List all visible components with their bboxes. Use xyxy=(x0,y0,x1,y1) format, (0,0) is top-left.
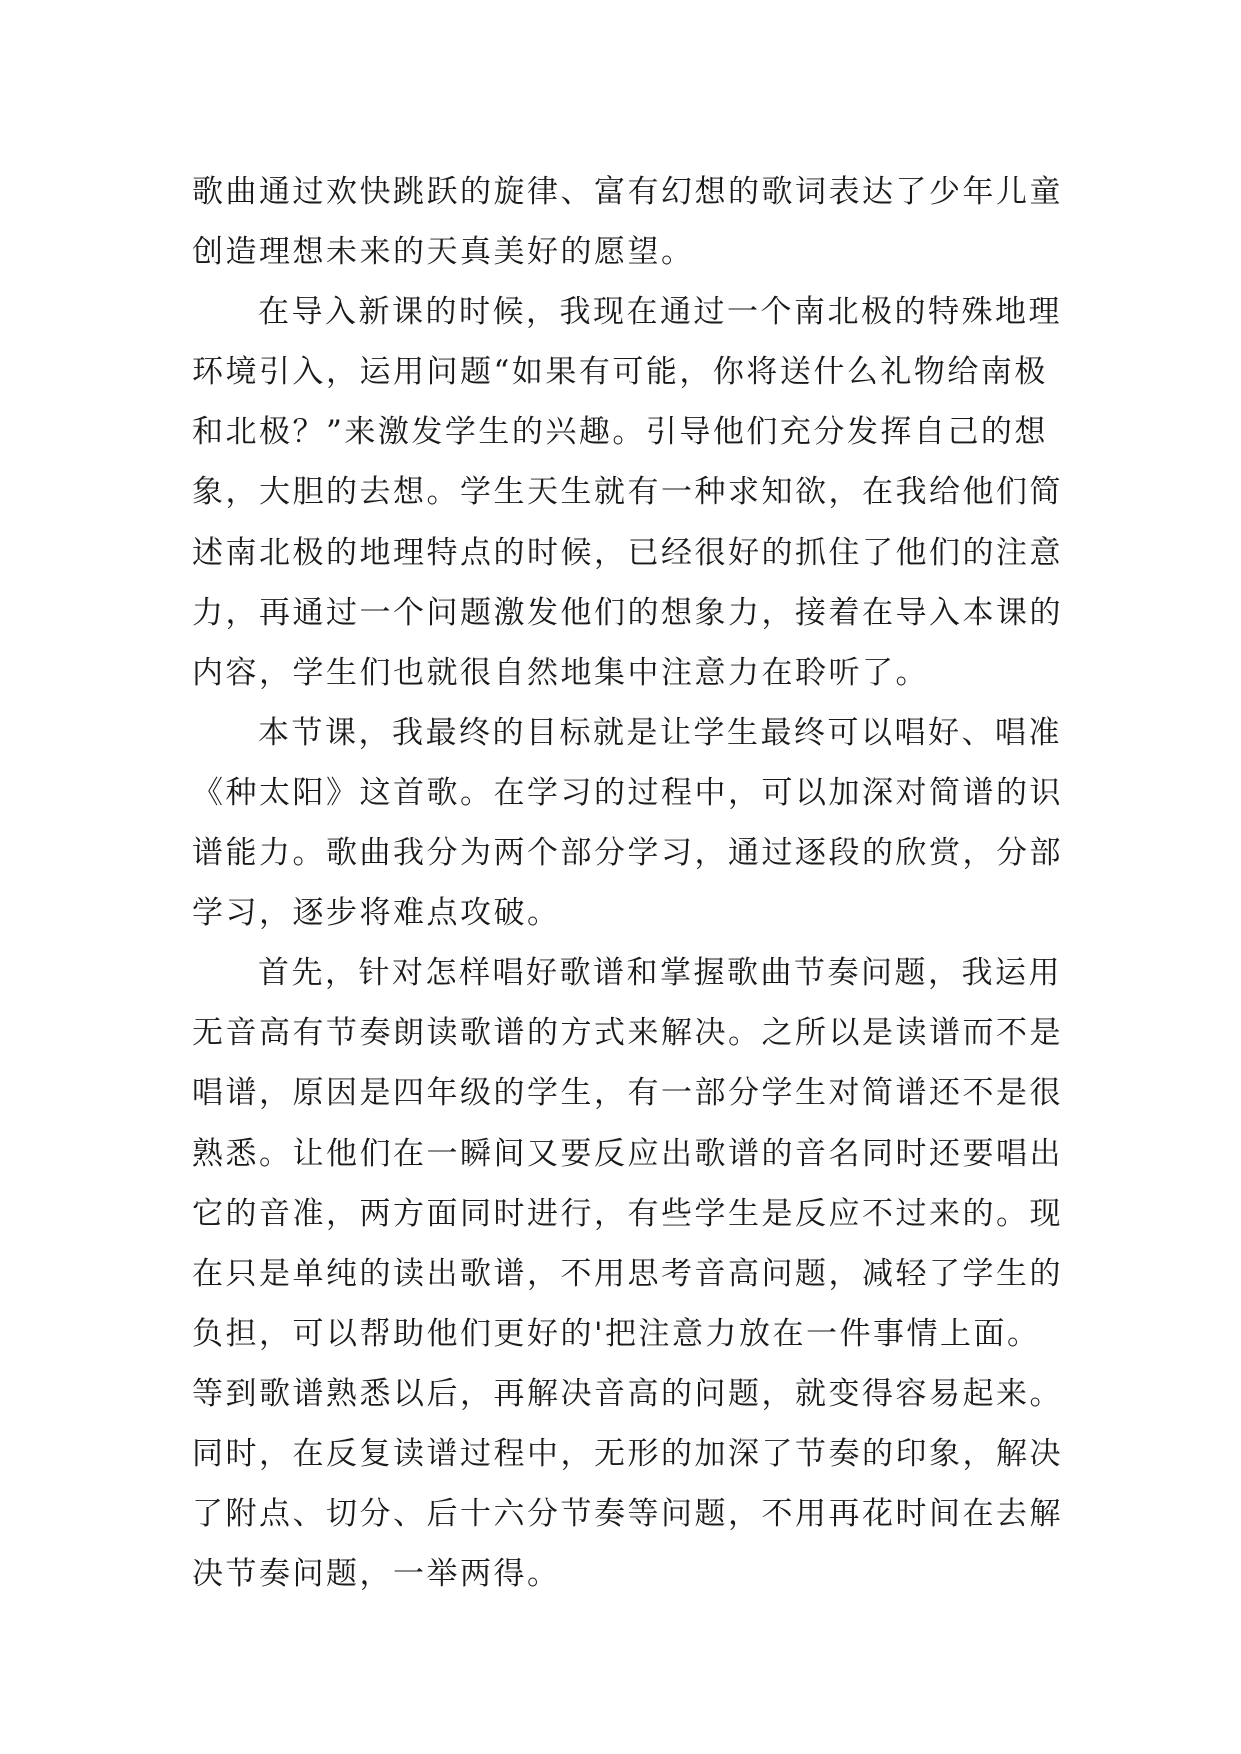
text-line: 内容，学生们也就很自然地集中注意力在聆听了。 xyxy=(192,654,929,691)
text-line: 谱能力。歌曲我分为两个部分学习，通过逐段的欣赏，分部 xyxy=(192,835,1063,872)
text-line: 无音高有节奏朗读歌谱的方式来解决。之所以是读谱而不是 xyxy=(192,1015,1063,1052)
text-line: 负担，可以帮助他们更好的'把注意力放在一件事情上面。 xyxy=(192,1315,1041,1352)
text-line: 首先，针对怎样唱好歌谱和掌握歌曲节奏问题，我运用 xyxy=(258,955,1062,992)
body-text xyxy=(192,162,1062,1604)
text-line: 决节奏问题，一举两得。 xyxy=(192,1556,561,1593)
text-line: 《种太阳》这首歌。在学习的过程中，可以加深对简谱的识 xyxy=(192,774,1063,811)
text-line: 等到歌谱熟悉以后，再解决音高的问题，就变得容易起来。 xyxy=(192,1375,1063,1412)
text-line: 力，再通过一个问题激发他们的想象力，接着在导入本课的 xyxy=(192,594,1063,631)
text-line: 在导入新课的时候，我现在通过一个南北极的特殊地理 xyxy=(258,294,1062,331)
text-line: 学习，逐步将难点攻破。 xyxy=(192,895,561,932)
text-line: 述南北极的地理特点的时候，已经很好的抓住了他们的注意 xyxy=(192,534,1063,571)
text-line: 熟悉。让他们在一瞬间又要反应出歌谱的音名同时还要唱出 xyxy=(192,1135,1063,1172)
text-line: 象，大胆的去想。学生天生就有一种求知欲，在我给他们简 xyxy=(192,474,1063,511)
text-line: 创造理想未来的天真美好的愿望。 xyxy=(192,234,695,271)
text-line: 本节课，我最终的目标就是让学生最终可以唱好、唱准 xyxy=(258,714,1062,751)
text-line: 它的音准，两方面同时进行，有些学生是反应不过来的。现 xyxy=(192,1195,1063,1232)
text-line: 唱谱，原因是四年级的学生，有一部分学生对简谱还不是很 xyxy=(192,1075,1063,1112)
text-line: 环境引入，运用问题“如果有可能，你将送什么礼物给南极 xyxy=(192,354,1048,391)
text-line: 在只是单纯的读出歌谱，不用思考音高问题，减轻了学生的 xyxy=(192,1255,1063,1292)
text-line: 歌曲通过欢快跳跃的旋律、富有幻想的歌词表达了少年儿童 xyxy=(192,174,1063,210)
text-line: 同时，在反复读谱过程中，无形的加深了节奏的印象，解决 xyxy=(192,1435,1063,1472)
text-line: 和北极？”来激发学生的兴趣。引导他们充分发挥自己的想 xyxy=(192,414,1048,451)
text-line: 了附点、切分、后十六分节奏等问题，不用再花时间在去解 xyxy=(192,1496,1063,1533)
